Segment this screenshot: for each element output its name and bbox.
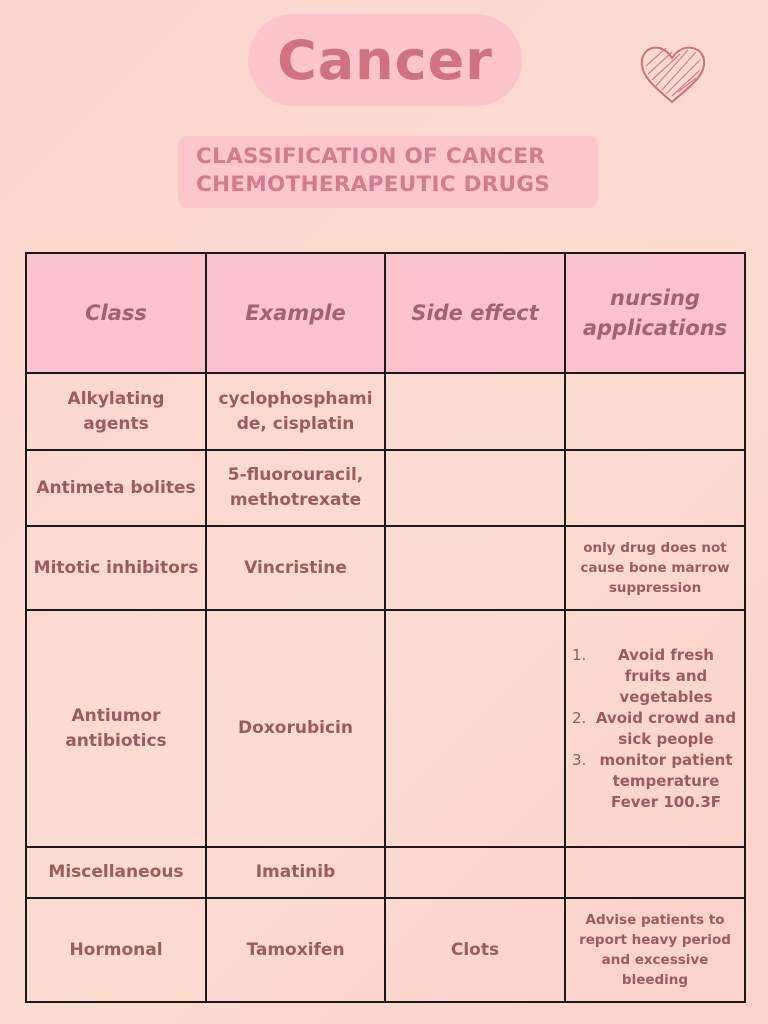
cell-example: Vincristine	[206, 526, 385, 610]
title-pill	[248, 14, 522, 106]
list-item	[572, 750, 738, 813]
cell-side-effect	[385, 373, 565, 450]
list-text: Avoid fresh fruits and vegetables	[618, 645, 714, 706]
cell-nursing: only drug does not cause bone marrow suppression	[565, 526, 745, 610]
table-row	[26, 610, 745, 847]
cell-nursing	[565, 847, 745, 898]
cell-example: Doxorubicin	[206, 610, 385, 847]
drug-classification-table	[25, 252, 746, 1003]
cell-class: Antimeta bolites	[26, 450, 206, 526]
table-row	[26, 898, 745, 1002]
list-item	[572, 708, 738, 750]
list-number: 1.	[572, 645, 587, 664]
list-number: 3.	[572, 750, 587, 769]
cell-class: Hormonal	[26, 898, 206, 1002]
list-item	[572, 645, 738, 708]
table-row	[26, 526, 745, 610]
cell-example: 5-fluorouracil, methotrexate	[206, 450, 385, 526]
table-row	[26, 847, 745, 898]
cell-nursing	[565, 373, 745, 450]
cell-side-effect	[385, 450, 565, 526]
list-text: Avoid crowd and sick people	[595, 708, 737, 748]
cell-example: Tamoxifen	[206, 898, 385, 1002]
header-nursing-applications: nursing applications	[565, 253, 745, 373]
subtitle-line-1: CLASSIFICATION OF CANCER	[196, 144, 546, 169]
table-header-row	[26, 253, 745, 373]
cell-side-effect	[385, 610, 565, 847]
header-side-effect: Side effect	[385, 253, 565, 373]
subtitle-line-2: CHEMOTHERAPEUTIC DRUGS	[196, 172, 551, 197]
cell-side-effect: Clots	[385, 898, 565, 1002]
cell-side-effect	[385, 526, 565, 610]
cell-example: cyclophosphamide, cisplatin	[206, 373, 385, 450]
cell-class: Mitotic inhibitors	[26, 526, 206, 610]
cell-nursing	[565, 450, 745, 526]
heart-icon	[636, 40, 708, 106]
list-text: monitor patient temperature Fever 100.3F	[599, 750, 733, 811]
header-class: Class	[26, 253, 206, 373]
cell-class: Antiumor antibiotics	[26, 610, 206, 847]
list-number: 2.	[572, 708, 587, 727]
cell-class: Alkylating agents	[26, 373, 206, 450]
cell-nursing: Advise patients to report heavy period and excessive bleeding	[565, 898, 745, 1002]
cell-side-effect	[385, 847, 565, 898]
cell-nursing-list	[565, 610, 745, 847]
cell-example: Imatinib	[206, 847, 385, 898]
table-row	[26, 373, 745, 450]
page-title: Cancer	[277, 28, 493, 92]
subtitle-box	[178, 136, 598, 208]
cell-class: Miscellaneous	[26, 847, 206, 898]
table-row	[26, 450, 745, 526]
nursing-steps-list	[572, 645, 738, 813]
header-example: Example	[206, 253, 385, 373]
